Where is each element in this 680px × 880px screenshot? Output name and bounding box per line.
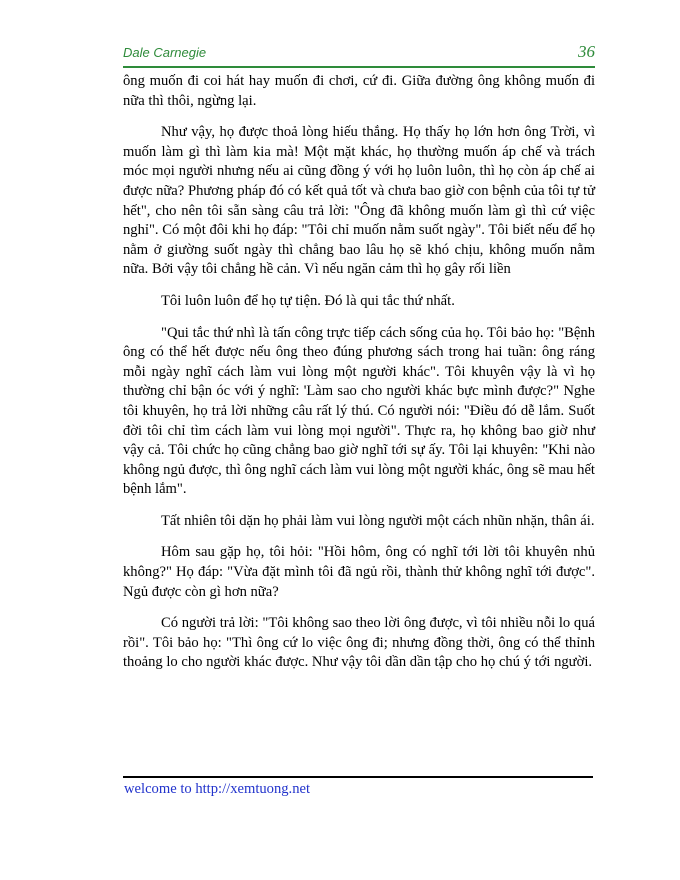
paragraph-7: Có người trả lời: "Tôi không sao theo lời ông được, vì tôi nhiều nỗi lo quá rồi". Tôi bảo họ: "Thì ông cứ lo việc ông đi; nhưng đồng thời, ông có thể thỉnh thoảng lo cho người khác được. Như vậy tôi dần dần tập cho họ chú ý tới người. (123, 615, 595, 671)
header-author: Dale Carnegie (123, 45, 207, 60)
footer-link[interactable]: welcome to http://xemtuong.net (124, 781, 311, 797)
running-header (123, 42, 595, 66)
paragraph-4: "Qui tắc thứ nhì là tấn công trực tiếp cách sống của họ. Tôi bảo họ: "Bệnh ông có thể hết được nếu ông theo đúng phương sách trong hai tuần: ông ráng mỗi ngày nghĩ cách làm vui lòng một người khác". Tôi khuyên vậy là vì họ thường chỉ bận óc với ý nghĩ: 'Làm sao cho người khác bực mình được?" Nghe tôi khuyên, họ trả lời những câu rất lý thú. Có người nói: "Điều đó dễ lắm. Suốt đời tôi chỉ tìm cách làm vui lòng mọi người". Thực ra, họ không bao giờ như vậy cả. Tôi chức họ cũng chẳng bao giờ nghĩ tới sự ấy. Tôi lại khuyên: "Khi nào không ngủ được, thì ông nghĩ cách làm vui lòng một người khác, ông sẽ mau hết bệnh lắm". (123, 324, 595, 498)
paragraph-1: ông muốn đi coi hát hay muốn đi chơi, cứ đi. Giữa đường ông không muốn đi nữa thì thôi, ngừng lại. (123, 73, 595, 109)
page-number: 36 (578, 42, 595, 61)
paragraph-3: Tôi luôn luôn để họ tự tiện. Đó là qui tắc thứ nhất. (161, 292, 455, 309)
header-divider (123, 66, 595, 68)
footer-divider (123, 776, 593, 778)
paragraph-5: Tất nhiên tôi dặn họ phải làm vui lòng người một cách nhũn nhặn, thân ái. (161, 512, 595, 529)
paragraph-2: Như vậy, họ được thoả lòng hiếu thắng. Họ thấy họ lớn hơn ông Trời, vì muốn làm gì thì làm kia mà! Một mặt khác, họ thường muốn áp chế và trách móc mọi người nhưng nếu ai cũng đồng ý với họ luôn luôn, thì họ còn áp chế ai được nữa? Phương pháp đó có kết quả tốt và chưa bao giờ con bệnh của tôi tự tử hết", cho nên tôi sẵn sàng câu trả lời: "Ông đã không muốn làm gì thì cứ việc nghỉ". Có một đôi khi họ đáp: "Tôi chỉ muốn nằm suốt ngày". Tôi biết nếu để họ nằm ở giường suốt ngày thì chẳng bao lâu họ sẽ khó chịu, không muốn nằm nữa. Bởi vậy tôi chẳng hề cản. Vì nếu ngăn cảm thì họ gây rối liền (123, 124, 595, 278)
body-text (123, 72, 595, 685)
paragraph-6: Hôm sau gặp họ, tôi hỏi: "Hồi hôm, ông có nghĩ tới lời tôi khuyên nhủ không?" Họ đáp: "Vừa đặt mình tôi đã ngủ rồi, thành thử không nghĩ tới được". Ngủ được còn gì hơn nữa? (123, 544, 595, 600)
